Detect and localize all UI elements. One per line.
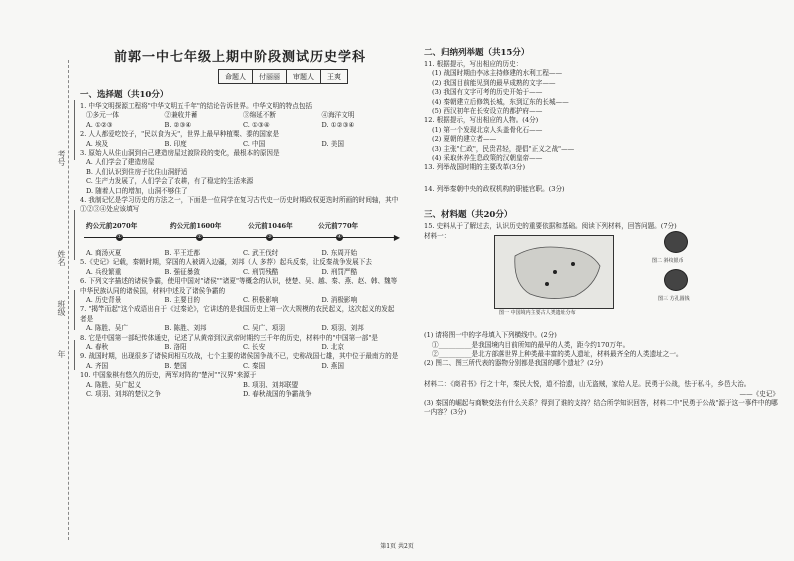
timeline-marker: ③ xyxy=(267,233,272,240)
question-2: 2. 人人都爱吃饺子，"民以食为天"，世界上最早种植粟、黍的国家是 xyxy=(80,130,280,139)
figure-2-caption: 图二 斜纹银币 xyxy=(652,258,684,265)
question-14: 14. 列举秦朝中央的政权机构的职能官职。(3分) xyxy=(424,184,565,193)
question-1: 1. 中华文明探源工程将"中华文明五千年"的结论告诉世界。中华文明的特点包括 xyxy=(80,102,313,110)
question-12: 12. 根据提示，写出相应的人物。(4分) xyxy=(424,116,539,125)
material-1-label: 材料一： xyxy=(424,231,451,240)
question-4: 4. 我制记忆是学习历史的方法之一，下面是一位同学在复习古代史一历史时期政权更迭时所画的时间轴，其中①②③④处应该填写 xyxy=(80,196,399,214)
question-9: 9. 战国时期，出现很多了诸侯间相互攻战，七个主要的诸侯国争战不已，史称战国七雄，其中位于最南方的是 xyxy=(80,352,399,361)
binding-margin xyxy=(0,0,80,561)
question-5: 5.《史记》记载，秦朝时期，穿国的人被调入边疆，刘邦（人 多荐）起兵反秦，让反秦战争发展下去 xyxy=(80,258,372,267)
china-map-icon xyxy=(495,236,613,308)
question-13: 13. 列举战国时期的主要改革(3分) xyxy=(424,163,526,172)
timeline-label: 约公元前1600年 xyxy=(170,221,222,230)
question-3: 3. 原始人从住山洞到自己建造房屋过渡阶段的变化，最根本的原因是 xyxy=(80,149,280,158)
class-line xyxy=(74,290,75,330)
question-7: 7. "揭竿而起"这个成语出自于《过秦论》，它讲述的是我国历史上第一次大规模的农民起义，这次起义的发起者是 xyxy=(80,305,395,323)
timeline-marker: ① xyxy=(117,233,122,240)
coin-image xyxy=(664,231,688,253)
section-heading: 一、选择题（共10分） xyxy=(80,90,169,100)
author-table xyxy=(218,69,348,84)
fill-item: (2) 我国目前能见到的最早成熟的文字—— xyxy=(432,78,556,87)
timeline-marker: ② xyxy=(197,233,202,240)
arrow-right-icon: ▶ xyxy=(393,232,400,242)
fill-item: (5) 西汉初年在长安设立的都护府—— xyxy=(432,107,543,116)
question-11: 11. 根据提示，写出相应的历史： xyxy=(424,60,523,68)
answer-choices: A. 齐国 B. 楚国 C. 秦国 D. 燕国 xyxy=(86,361,344,370)
question-15: 15. 史料从于了解过去，认识历史的重要依据和基础。阅读下列材料，回答问题。(7分) xyxy=(424,222,677,231)
question-15-3: (3) 秦国的崛起与商鞅变法有什么关系？得到了谁的支持？结合所学知识回答，材料二中"民勇于公战"源于这一事件中的哪一内容？(3分) xyxy=(424,398,778,417)
answer-choices: A. 兵役繁重 B. 强征暴敛 C. 刑罚残酷 D. 刑罚严酷 xyxy=(86,267,358,276)
material-2-source: ——《史记》 xyxy=(739,389,779,398)
left-column xyxy=(80,46,400,399)
fill-item: (3) 我国有文字可考的历史开始于—— xyxy=(432,88,543,97)
timeline-label: 公元前1046年 xyxy=(248,221,293,230)
answer-choices: A. 陈胜、吴广起义 B. 项羽、刘邦联盟 xyxy=(86,380,299,389)
timeline-label: 约公元前2070年 xyxy=(86,221,138,230)
material-2: 材料二：《商君书》行之十年，秦民大悦，道不拾遗，山无盗贼，家给人足。民勇于公战，怯于私斗，乡邑大治。 xyxy=(424,379,751,388)
section-heading: 三、材料题（共20分） xyxy=(424,210,513,221)
figure-area xyxy=(424,235,779,331)
grade-label: 年 xyxy=(57,350,66,358)
question-8: 8. 它是中国第一部纪传体通史，记述了从黄帝到汉武帝时期约三千年的历史，材料中的"中国第一部"是 xyxy=(80,333,378,342)
answer-choices: A. ①②③ B. ②③④ C. ①③④ D. ①②③④ xyxy=(86,120,355,129)
map-image xyxy=(494,235,614,317)
right-column xyxy=(424,46,779,418)
question-15-2: (2) 图二、图三所代表的器物分别都是我国的哪个遗址？(2分) xyxy=(424,359,604,368)
author-cell: 王爽 xyxy=(321,70,348,84)
question-15-1: (1) 请将图一中的字母填入下列横线中。(2分) xyxy=(424,331,557,340)
map-caption: 图一 中国境内主要古人类遗址分布 xyxy=(499,310,576,317)
question-options: ①多元一体 ②兼收并蓄 ③绵延不断 ④海洋文明 xyxy=(86,111,355,120)
answer-choice: C. 生产力发展了，人们学会了农耕，有了稳定的生活来源 xyxy=(86,177,254,186)
class-label: 班级 xyxy=(57,300,66,316)
grade-line xyxy=(74,340,75,370)
answer-choices: C. 项羽、刘邦的楚汉之争 D. 春秋战国的争霸战争 xyxy=(86,389,312,398)
fill-item: ①__________是我国境内目前所知的最早的人类，距今约170万年。 xyxy=(432,340,630,349)
name-line xyxy=(74,210,75,260)
answer-choices: A. 商汤灭夏 B. 平王迁都 C. 武王伐纣 D. 东周开始 xyxy=(86,248,358,257)
fill-item: (1) 战国时期由李冰主持修建的水利工程—— xyxy=(432,69,563,78)
author-cell: 付丽丽 xyxy=(253,70,287,84)
fill-item: (3) 主张"仁政"，民贵君轻，提倡"正义之战"—— xyxy=(432,144,575,153)
fill-item: (2) 夏朝的建立者—— xyxy=(432,135,497,144)
answer-choice: D. 随着人口的增加，山洞不够住了 xyxy=(86,186,188,195)
answer-choice: A. 人们学会了建造房屋 xyxy=(86,158,155,167)
question-6: 6. 下列文字描述的诸侯争霸，使用中国对"诸侯""诸夏"等概念的认识，使楚、吴、越、秦、燕、赵、韩、魏等中华民族认同的诸侯国，材料中述及了诸侯争霸的 xyxy=(80,277,398,295)
coin-image xyxy=(664,269,688,291)
figure-3-caption: 图三 方孔圆钱 xyxy=(658,296,690,303)
exam-title: 前郭一中七年级上期中阶段测试历史学科 xyxy=(113,50,366,65)
fill-item: (1) 第一个发现北京人头盖骨化石—— xyxy=(432,125,543,134)
author-cell: 审题人 xyxy=(287,70,321,84)
section-heading: 二、归纳列举题（共15分） xyxy=(424,48,530,58)
answer-choice: B. 人们认识到住房子比住山洞舒适 xyxy=(86,167,188,176)
fill-item: ②__________是北方部落世界上种类最丰富的类人遗址，材料最齐全的人类遗址之一。 xyxy=(432,349,683,358)
question-10: 10. 中国象棋有悠久的历史，两军对阵的"楚河""汉界"来源于 xyxy=(80,371,257,380)
timeline-marker: ④ xyxy=(337,233,342,240)
answer-choices: A. 春秋 B. 洛阳 C. 长安 D. 北京 xyxy=(86,342,344,351)
timeline-axis xyxy=(84,237,396,238)
answer-choices: A. 埃及 B. 印度 C. 中国 D. 美国 xyxy=(86,139,344,148)
fill-item: (4) 秦朝建立后修筑长城，东到辽东的长城—— xyxy=(432,97,569,106)
name-label: 姓名 xyxy=(57,250,66,266)
timeline-label: 公元前770年 xyxy=(318,221,359,230)
page-number: 第1页 共2页 xyxy=(380,543,414,550)
answer-choices: A. 陈胜、吴广 B. 陈胜、刘邦 C. 吴广、项羽 D. 项羽、刘邦 xyxy=(86,324,364,333)
binding-line xyxy=(68,60,69,540)
exam-number-line xyxy=(74,100,75,160)
author-cell: 命题人 xyxy=(219,70,253,84)
answer-choices: A. 历史背景 B. 主要目的 C. 积极影响 D. 消极影响 xyxy=(86,295,358,304)
fill-item: (4) 采取休养生息政策的汉朝皇帝—— xyxy=(432,154,543,163)
history-timeline xyxy=(80,217,400,247)
exam-number-label: 考号 xyxy=(57,150,66,166)
